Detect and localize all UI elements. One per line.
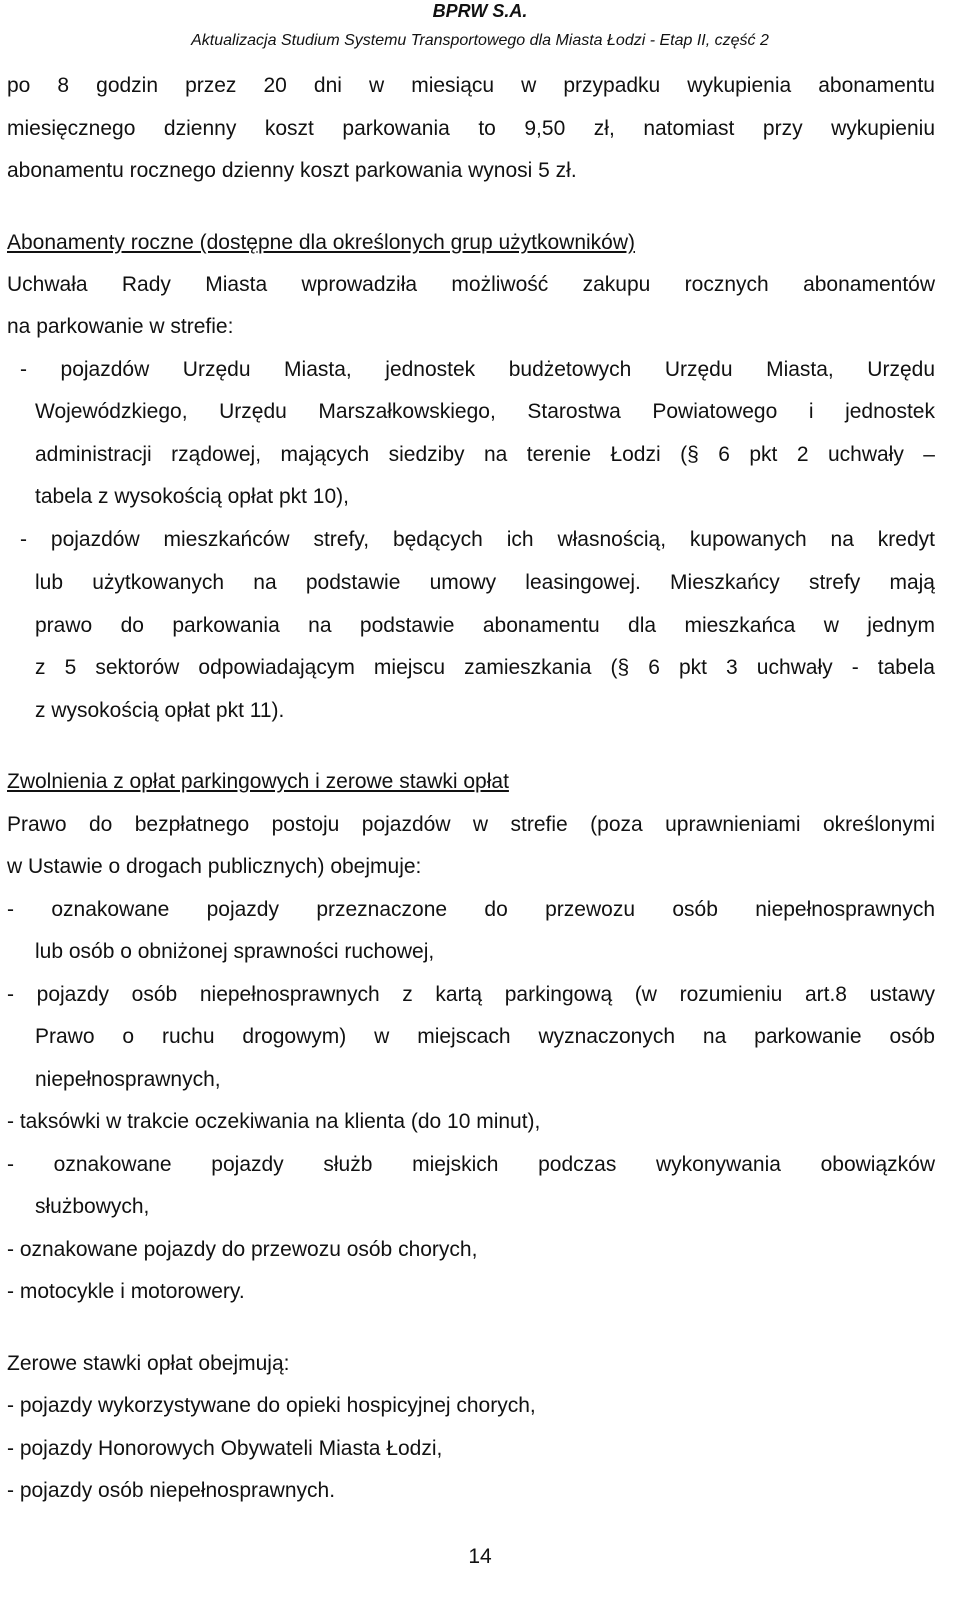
text-line: Wojewódzkiego, Urzędu Marszałkowskiego, Starostwa Powiatowego i jednostek — [35, 400, 935, 423]
list-item: - oznakowane pojazdy do przewozu osób chorych, — [7, 1238, 478, 1261]
list-item: - oznakowane pojazdy przeznaczone do przewozu osób niepełnosprawnych — [7, 898, 935, 921]
list-item: - pojazdy osób niepełnosprawnych z kartą parkingową (w rozumieniu art.8 ustawy — [7, 983, 935, 1006]
text-line: Prawo do bezpłatnego postoju pojazdów w strefie (poza uprawnieniami określonymi — [7, 813, 935, 836]
list-item: - pojazdów Urzędu Miasta, jednostek budżetowych Urzędu Miasta, Urzędu — [20, 358, 935, 381]
list-item: - pojazdów mieszkańców strefy, będących ich własnością, kupowanych na kredyt — [20, 528, 935, 551]
section-heading: Zwolnienia z opłat parkingowych i zerowe stawki opłat — [7, 770, 509, 793]
text-line: w Ustawie o drogach publicznych) obejmuje: — [7, 855, 422, 878]
list-item: - motocykle i motorowery. — [7, 1280, 245, 1303]
text-line: po 8 godzin przez 20 dni w miesiącu w przypadku wykupienia abonamentu — [7, 74, 935, 97]
text-line: lub użytkowanych na podstawie umowy leasingowej. Mieszkańcy strefy mają — [35, 571, 935, 594]
list-item: - oznakowane pojazdy służb miejskich podczas wykonywania obowiązków — [7, 1153, 935, 1176]
text-line: Prawo o ruchu drogowym) w miejscach wyznaczonych na parkowanie osób — [35, 1025, 935, 1048]
text-line: Zerowe stawki opłat obejmują: — [7, 1352, 290, 1375]
section-heading: Abonamenty roczne (dostępne dla określonych grup użytkowników) — [7, 231, 636, 254]
text-line: prawo do parkowania na podstawie abonamentu dla mieszkańca w jednym — [35, 614, 935, 637]
text-line: lub osób o obniżonej sprawności ruchowej, — [35, 940, 435, 963]
text-line: administracji rządowej, mających siedziby na terenie Łodzi (§ 6 pkt 2 uchwały – — [35, 443, 935, 466]
list-item: - pojazdy Honorowych Obywateli Miasta Łodzi, — [7, 1437, 443, 1460]
header-subtitle: Aktualizacja Studium Systemu Transportowego dla Miasta Łodzi - Etap II, część 2 — [191, 32, 769, 49]
text-line: na parkowanie w strefie: — [7, 315, 234, 338]
text-line: tabela z wysokością opłat pkt 10), — [35, 485, 349, 508]
list-item: - pojazdy osób niepełnosprawnych. — [7, 1479, 336, 1502]
page-number: 14 — [468, 1545, 492, 1568]
list-item: - taksówki w trakcie oczekiwania na klienta (do 10 minut), — [7, 1110, 541, 1133]
text-line: z wysokością opłat pkt 11). — [35, 699, 285, 722]
text-line: służbowych, — [35, 1195, 150, 1218]
text-line: abonamentu rocznego dzienny koszt parkowania wynosi 5 zł. — [7, 159, 577, 182]
list-item: - pojazdy wykorzystywane do opieki hospicyjnej chorych, — [7, 1394, 536, 1417]
text-line: niepełnosprawnych, — [35, 1068, 221, 1091]
text-line: z 5 sektorów odpowiadającym miejscu zamieszkania (§ 6 pkt 3 uchwały - tabela — [35, 656, 935, 679]
text-line: Uchwała Rady Miasta wprowadziła możliwość zakupu rocznych abonamentów — [7, 273, 935, 296]
header-company: BPRW S.A. — [432, 1, 528, 21]
text-line: miesięcznego dzienny koszt parkowania to 9,50 zł, natomiast przy wykupieniu — [7, 117, 935, 140]
